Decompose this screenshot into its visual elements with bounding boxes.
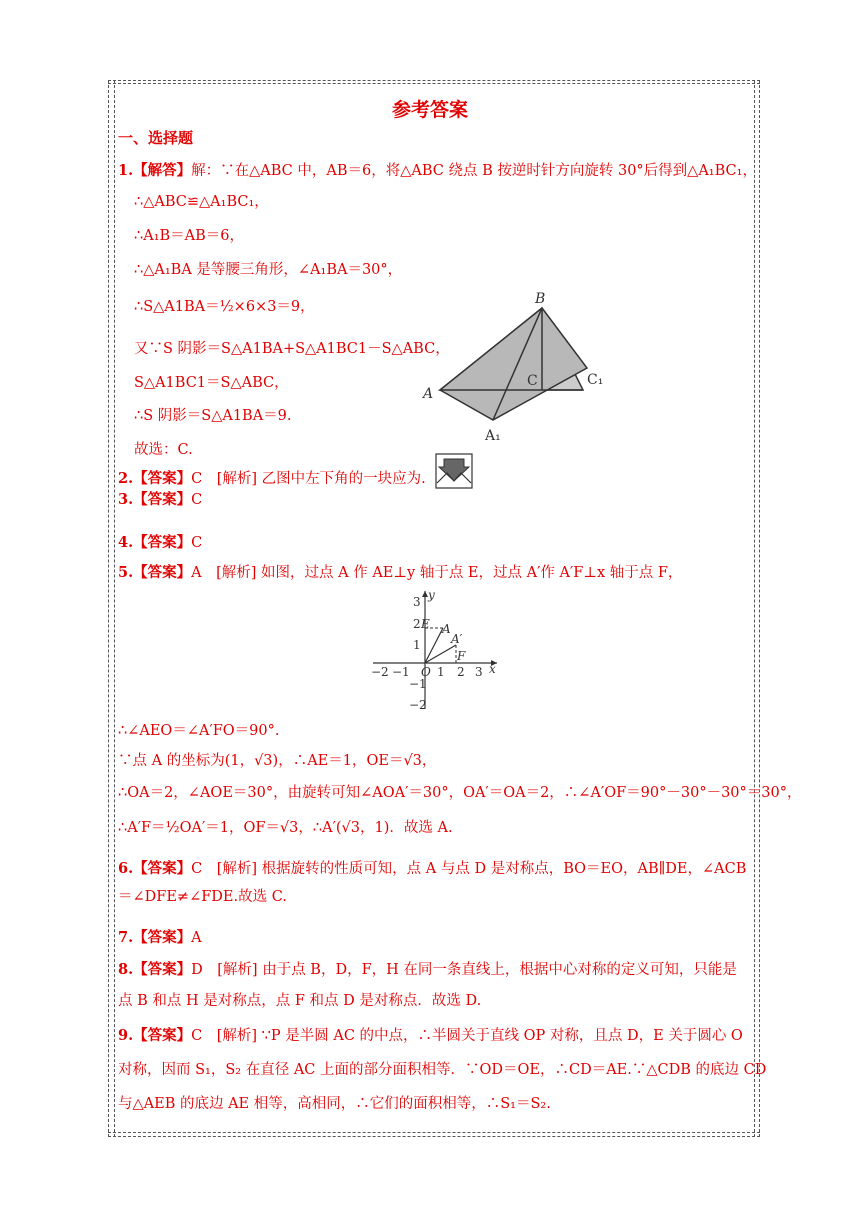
q8-line-2: 点 B 和点 H 是对称点，点 F 和点 D 是对称点．故选 D. bbox=[118, 993, 482, 1009]
q1-line-2: ∴△ABC≌△A₁BC₁， bbox=[134, 194, 269, 210]
label-E: E bbox=[421, 617, 430, 631]
label-C1: C₁ bbox=[587, 372, 604, 388]
q1-line-6: 又∵S 阴影＝S△A1BA+S△A1BC1－S△ABC， bbox=[134, 341, 450, 357]
puzzle-piece-icon bbox=[435, 453, 473, 489]
q1-line-8: ∴S 阴影＝S△A1BA＝9. bbox=[134, 408, 292, 424]
y-tick-label: 3 bbox=[413, 595, 421, 609]
q5-line-4: ∴OA＝2，∠AOE＝30°，由旋转可知∠AOA′＝30°，OA′＝OA＝2，∴∠A′OF＝90°－30°－30°＝30°， bbox=[118, 785, 802, 801]
rotation-figure bbox=[415, 288, 615, 448]
q1-line-4: ∴△A₁BA 是等腰三角形，∠A₁BA＝30°， bbox=[134, 262, 403, 278]
q1-line-1: 1.【解答】解：∵在△ABC 中，AB＝6，将△ABC 绕点 B 按逆时针方向旋转 30°后得到△A₁BC₁， bbox=[118, 162, 757, 179]
x-tick-label: −2 bbox=[371, 665, 389, 679]
x-tick-label: 3 bbox=[475, 665, 483, 679]
q5-line-2: ∴∠AEO＝∠A′FO＝90°. bbox=[118, 723, 280, 739]
q9-line-1: 9.【答案】C [解析] ∵P 是半圆 AC 的中点，∴半圆关于直线 OP 对称，且点 D，E 关于圆心 O bbox=[118, 1027, 743, 1044]
q1-line-5: ∴S△A1BA＝½×6×3＝9， bbox=[134, 299, 315, 315]
label-C: C bbox=[527, 373, 538, 389]
label-A: A bbox=[442, 622, 451, 636]
coordinate-figure bbox=[365, 587, 505, 712]
q2-answer: 2.【答案】C [解析] 乙图中左下角的一块应为. bbox=[118, 470, 426, 487]
label-B: B bbox=[535, 291, 546, 307]
x-tick-label: 2 bbox=[457, 665, 465, 679]
label-A-prime: A′ bbox=[451, 632, 463, 646]
q5-line-3: ∵点 A 的坐标为(1，√3)，∴AE＝1，OE＝√3， bbox=[118, 753, 437, 769]
q9-line-3: 与△AEB 的底边 AE 相等，高相同，∴它们的面积相等，∴S₁＝S₂. bbox=[118, 1096, 551, 1112]
frame-inner-right bbox=[754, 80, 755, 1137]
q4-answer: 4.【答案】C bbox=[118, 534, 203, 551]
q1-line-9: 故选：C. bbox=[134, 442, 193, 458]
label-F: F bbox=[457, 649, 466, 663]
q6-line-2: ＝∠DFE≠∠FDE.故选 C. bbox=[118, 889, 287, 905]
x-tick-label: 1 bbox=[437, 665, 445, 679]
label-O: O bbox=[421, 665, 431, 679]
q5-line-5: ∴A′F＝½OA′＝1，OF＝√3，∴A′(√3，1)．故选 A. bbox=[118, 820, 453, 836]
q1-line-7: S△A1BC1＝S△ABC， bbox=[134, 375, 289, 391]
x-tick-label: −1 bbox=[392, 665, 410, 679]
y-tick-label: 1 bbox=[413, 638, 421, 652]
y-tick-label: 2 bbox=[413, 617, 421, 631]
label-A1: A₁ bbox=[485, 428, 501, 444]
q1-line-3: ∴A₁B＝AB＝6， bbox=[134, 228, 245, 244]
x-axis-label: x bbox=[489, 662, 496, 676]
q8-line-1: 8.【答案】D [解析] 由于点 B，D，F，H 在同一条直线上，根据中心对称的定义可知，只能是 bbox=[118, 961, 737, 978]
q7-answer: 7.【答案】A bbox=[118, 929, 202, 946]
y-tick-label: −1 bbox=[409, 677, 427, 691]
section-heading: 一、选择题 bbox=[118, 129, 194, 147]
q9-line-2: 对称，因而 S₁，S₂ 在直径 AC 上面的部分面积相等．∵OD＝OE，∴CD＝AE.∵△CDB 的底边 CD bbox=[118, 1062, 767, 1078]
y-tick-label: −2 bbox=[409, 698, 427, 712]
label-A: A bbox=[423, 386, 434, 402]
q3-answer: 3.【答案】C bbox=[118, 491, 203, 508]
y-axis-label: y bbox=[428, 588, 435, 602]
q5-line-1: 5.【答案】A [解析] 如图，过点 A 作 AE⊥y 轴于点 E，过点 A′作 A′F⊥x 轴于点 F， bbox=[118, 564, 683, 581]
page-title: 参考答案 bbox=[391, 99, 468, 121]
frame-inner-left bbox=[114, 80, 115, 1137]
q6-line-1: 6.【答案】C [解析] 根据旋转的性质可知，点 A 与点 D 是对称点，BO＝EO，AB∥DE，∠ACB bbox=[118, 860, 747, 877]
